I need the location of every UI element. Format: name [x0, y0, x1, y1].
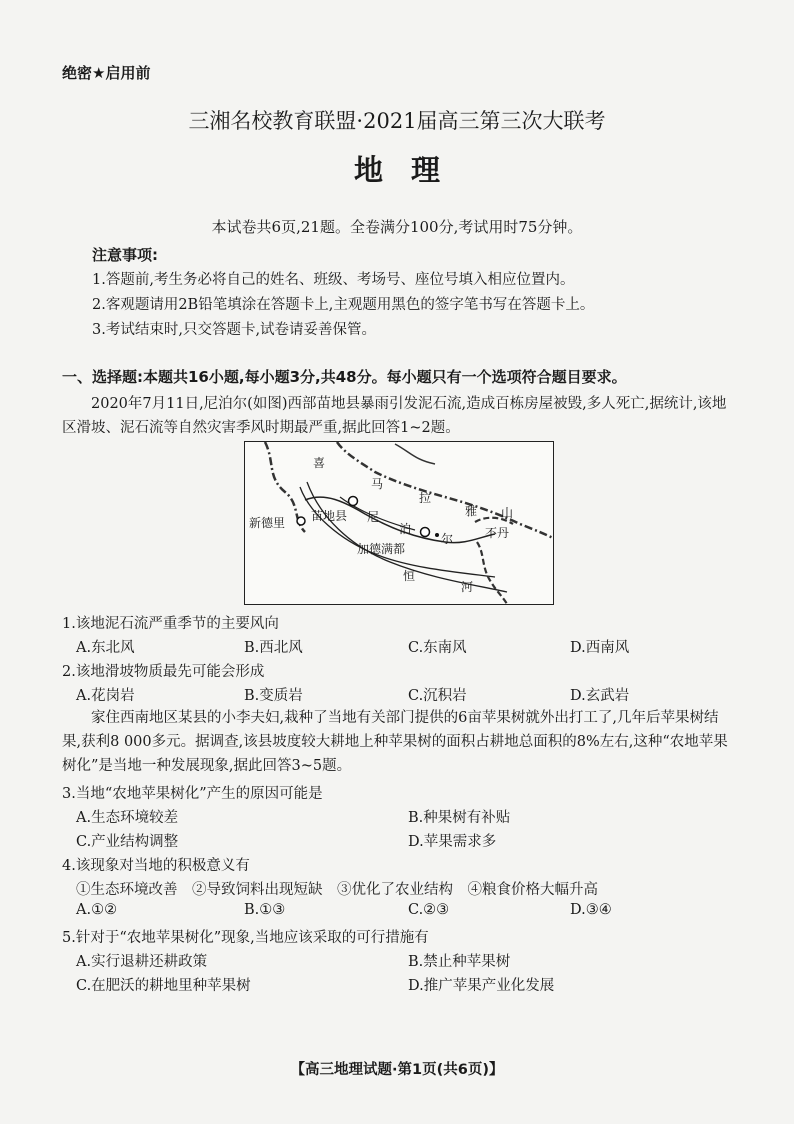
map-label-new-delhi: 新德里 — [249, 516, 286, 530]
bleed-through-text — [716, 530, 786, 680]
answer-option: C.沉积岩 — [408, 688, 467, 704]
passage-1: 2020年7月11日,尼泊尔(如图)西部苗地县暴雨引发泥石流,造成百栋房屋被毁,多人死亡,据统计,该地区滑坡、泥石流等自然灾害季风时期最严重,据此回答1~2题。 — [62, 396, 727, 436]
nepal-map — [244, 441, 554, 605]
map-label: 泊 — [399, 522, 412, 536]
answer-option: A.东北风 — [76, 640, 135, 656]
answer-option: C.在肥沃的耕地里种苹果树 — [76, 978, 251, 994]
answer-option: A.生态环境较差 — [76, 810, 179, 826]
map-label: 恒 — [403, 569, 416, 583]
notice-item: 3.考试结束时,只交答题卡,试卷请妥善保管。 — [92, 322, 377, 338]
answer-option: A.花岗岩 — [76, 688, 135, 704]
map-label: 拉 — [419, 491, 432, 505]
map-label: 雅 — [465, 504, 478, 518]
map-label: 尼 — [367, 510, 380, 524]
question-stem: 1.该地泥石流严重季节的主要风向 — [62, 616, 279, 632]
exam-title: 三湘名校教育联盟·2021届高三第三次大联考 — [188, 109, 606, 133]
map-label-miaodi: 苗地县 — [311, 509, 348, 523]
notice-heading: 注意事项: — [92, 246, 158, 264]
question-stem: 3.当地“农地苹果树化”产生的原因可能是 — [62, 786, 323, 802]
notice-item: 2.客观题请用2B铅笔填涂在答题卡上,主观题用黑色的签字笔书写在答题卡上。 — [92, 297, 595, 313]
answer-option: B.禁止种苹果树 — [408, 954, 511, 970]
answer-option: B.①③ — [244, 902, 286, 918]
answer-option: D.西南风 — [570, 640, 630, 656]
confidential-mark: 绝密★启用前 — [62, 64, 151, 82]
answer-option: D.③④ — [570, 902, 612, 918]
answer-option: D.玄武岩 — [570, 688, 630, 704]
map-label: 喜 — [313, 456, 326, 470]
passage-2: 家住西南地区某县的小李夫妇,栽种了当地有关部门提供的6亩苹果树就外出打工了,几年后苹果树结果,获利8 000多元。据调查,该县坡度较大耕地上种苹果树的面积占耕地总面积的8%左右,这种“农地苹果树化”是当地一种发展现象,据此回答3~5题。 — [62, 710, 728, 774]
answer-option: C.东南风 — [408, 640, 467, 656]
answer-option: B.变质岩 — [244, 688, 303, 704]
answer-option: D.苹果需求多 — [408, 834, 497, 850]
question-choices: ①生态环境改善 ②导致饲料出现短缺 ③优化了农业结构 ④粮食价格大幅升高 — [76, 882, 598, 898]
map-label: 河 — [461, 580, 474, 594]
answer-option: B.西北风 — [244, 640, 303, 656]
question-stem: 4.该现象对当地的积极意义有 — [62, 858, 250, 874]
map-label-kathmandu: 加德满都 — [357, 542, 406, 556]
map-label-bhutan: 不丹 — [485, 526, 510, 540]
map-label: 山 — [501, 506, 514, 520]
answer-option: C.②③ — [408, 902, 450, 918]
answer-option: B.种果树有补贴 — [408, 810, 511, 826]
question-stem: 2.该地滑坡物质最先可能会形成 — [62, 664, 265, 680]
answer-option: C.产业结构调整 — [76, 834, 179, 850]
subject-title: 地理 — [353, 153, 468, 187]
answer-option: A.实行退耕还耕政策 — [76, 954, 208, 970]
page-footer: 【高三地理试题·第1页(共6页)】 — [290, 1062, 504, 1078]
map-label: 马 — [371, 477, 384, 491]
notice-item: 1.答题前,考生务必将自己的姓名、班级、考场号、座位号填入相应位置内。 — [92, 272, 575, 288]
answer-option: D.推广苹果产业化发展 — [408, 978, 555, 994]
exam-info: 本试卷共6页,21题。全卷满分100分,考试用时75分钟。 — [211, 218, 583, 236]
section-heading: 一、选择题:本题共16小题,每小题3分,共48分。每小题只有一个选项符合题目要求。 — [62, 368, 627, 386]
map-label: 尔 — [441, 532, 454, 546]
answer-option: A.①② — [76, 902, 118, 918]
question-stem: 5.针对于“农地苹果树化”现象,当地应该采取的可行措施有 — [62, 930, 429, 946]
